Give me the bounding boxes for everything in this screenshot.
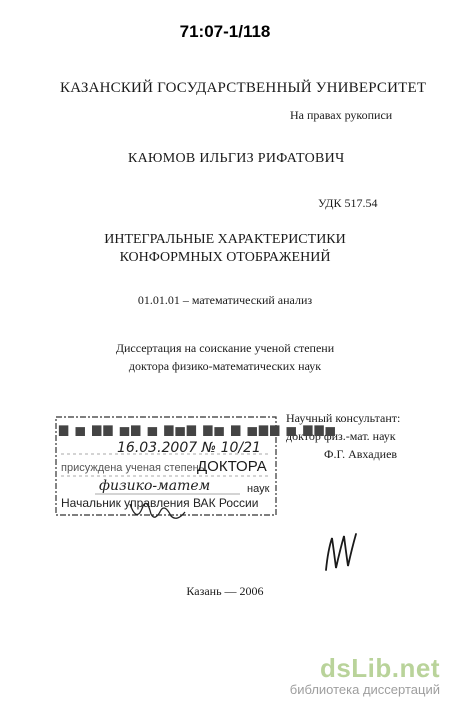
author-name: КАЮМОВ ИЛЬГИЗ РИФАТОВИЧ (128, 151, 345, 166)
consultant-degree: доктор физ.-мат. наук (286, 429, 396, 443)
stamp-header-faded: ▆ ▅ ▆▆ ▅▆ ▅ ▆▅▆ ▆▅ ▆ ▅▆▆ ▅ ▆▆▅ (59, 422, 337, 436)
stamp-degree: ДОКТОРА (197, 458, 267, 475)
consultant-name: Ф.Г. Авхадиев (324, 447, 398, 461)
stamp-handwritten-date: 16.03.2007 № 10/21 (117, 440, 261, 456)
stamp-degree-prefix: присуждена ученая степень (61, 462, 205, 474)
consultant-label: Научный консультант: (286, 411, 401, 425)
stamp-head-title: Начальник управления ВАК России (61, 496, 259, 510)
specialty-code: 01.01.01 – математический анализ (137, 293, 313, 307)
dissertation-title-line2: КОНФОРМНЫХ ОТОБРАЖЕНИЙ (119, 250, 331, 265)
watermark-logo: dsLib.net (319, 653, 440, 683)
manuscript-rights: На правах рукописи (290, 108, 393, 122)
stamp-signature (125, 496, 205, 526)
dissertation-title-line1: ИНТЕГРАЛЬНЫЕ ХАРАКТЕРИСТИКИ (104, 232, 346, 247)
watermark-subtitle: библиотека диссертаций (289, 682, 440, 697)
vak-stamp (55, 416, 337, 516)
stamp-field-suffix: наук (247, 483, 270, 495)
udk-code: УДК 517.54 (318, 196, 378, 210)
dissertation-type-line1: Диссертация на соискание ученой степени (115, 341, 335, 355)
dslib-watermark (290, 653, 440, 697)
catalog-code: 71:07-1/118 (179, 22, 271, 41)
stamp-handwritten-field: физико-матем (99, 478, 211, 494)
dissertation-type-line2: доктора физико-математических наук (128, 359, 322, 373)
handwritten-signature (322, 530, 362, 580)
university-name: КАЗАНСКИЙ ГОСУДАРСТВЕННЫЙ УНИВЕРСИТЕТ (60, 80, 427, 96)
city-year: Казань — 2006 (186, 584, 264, 598)
